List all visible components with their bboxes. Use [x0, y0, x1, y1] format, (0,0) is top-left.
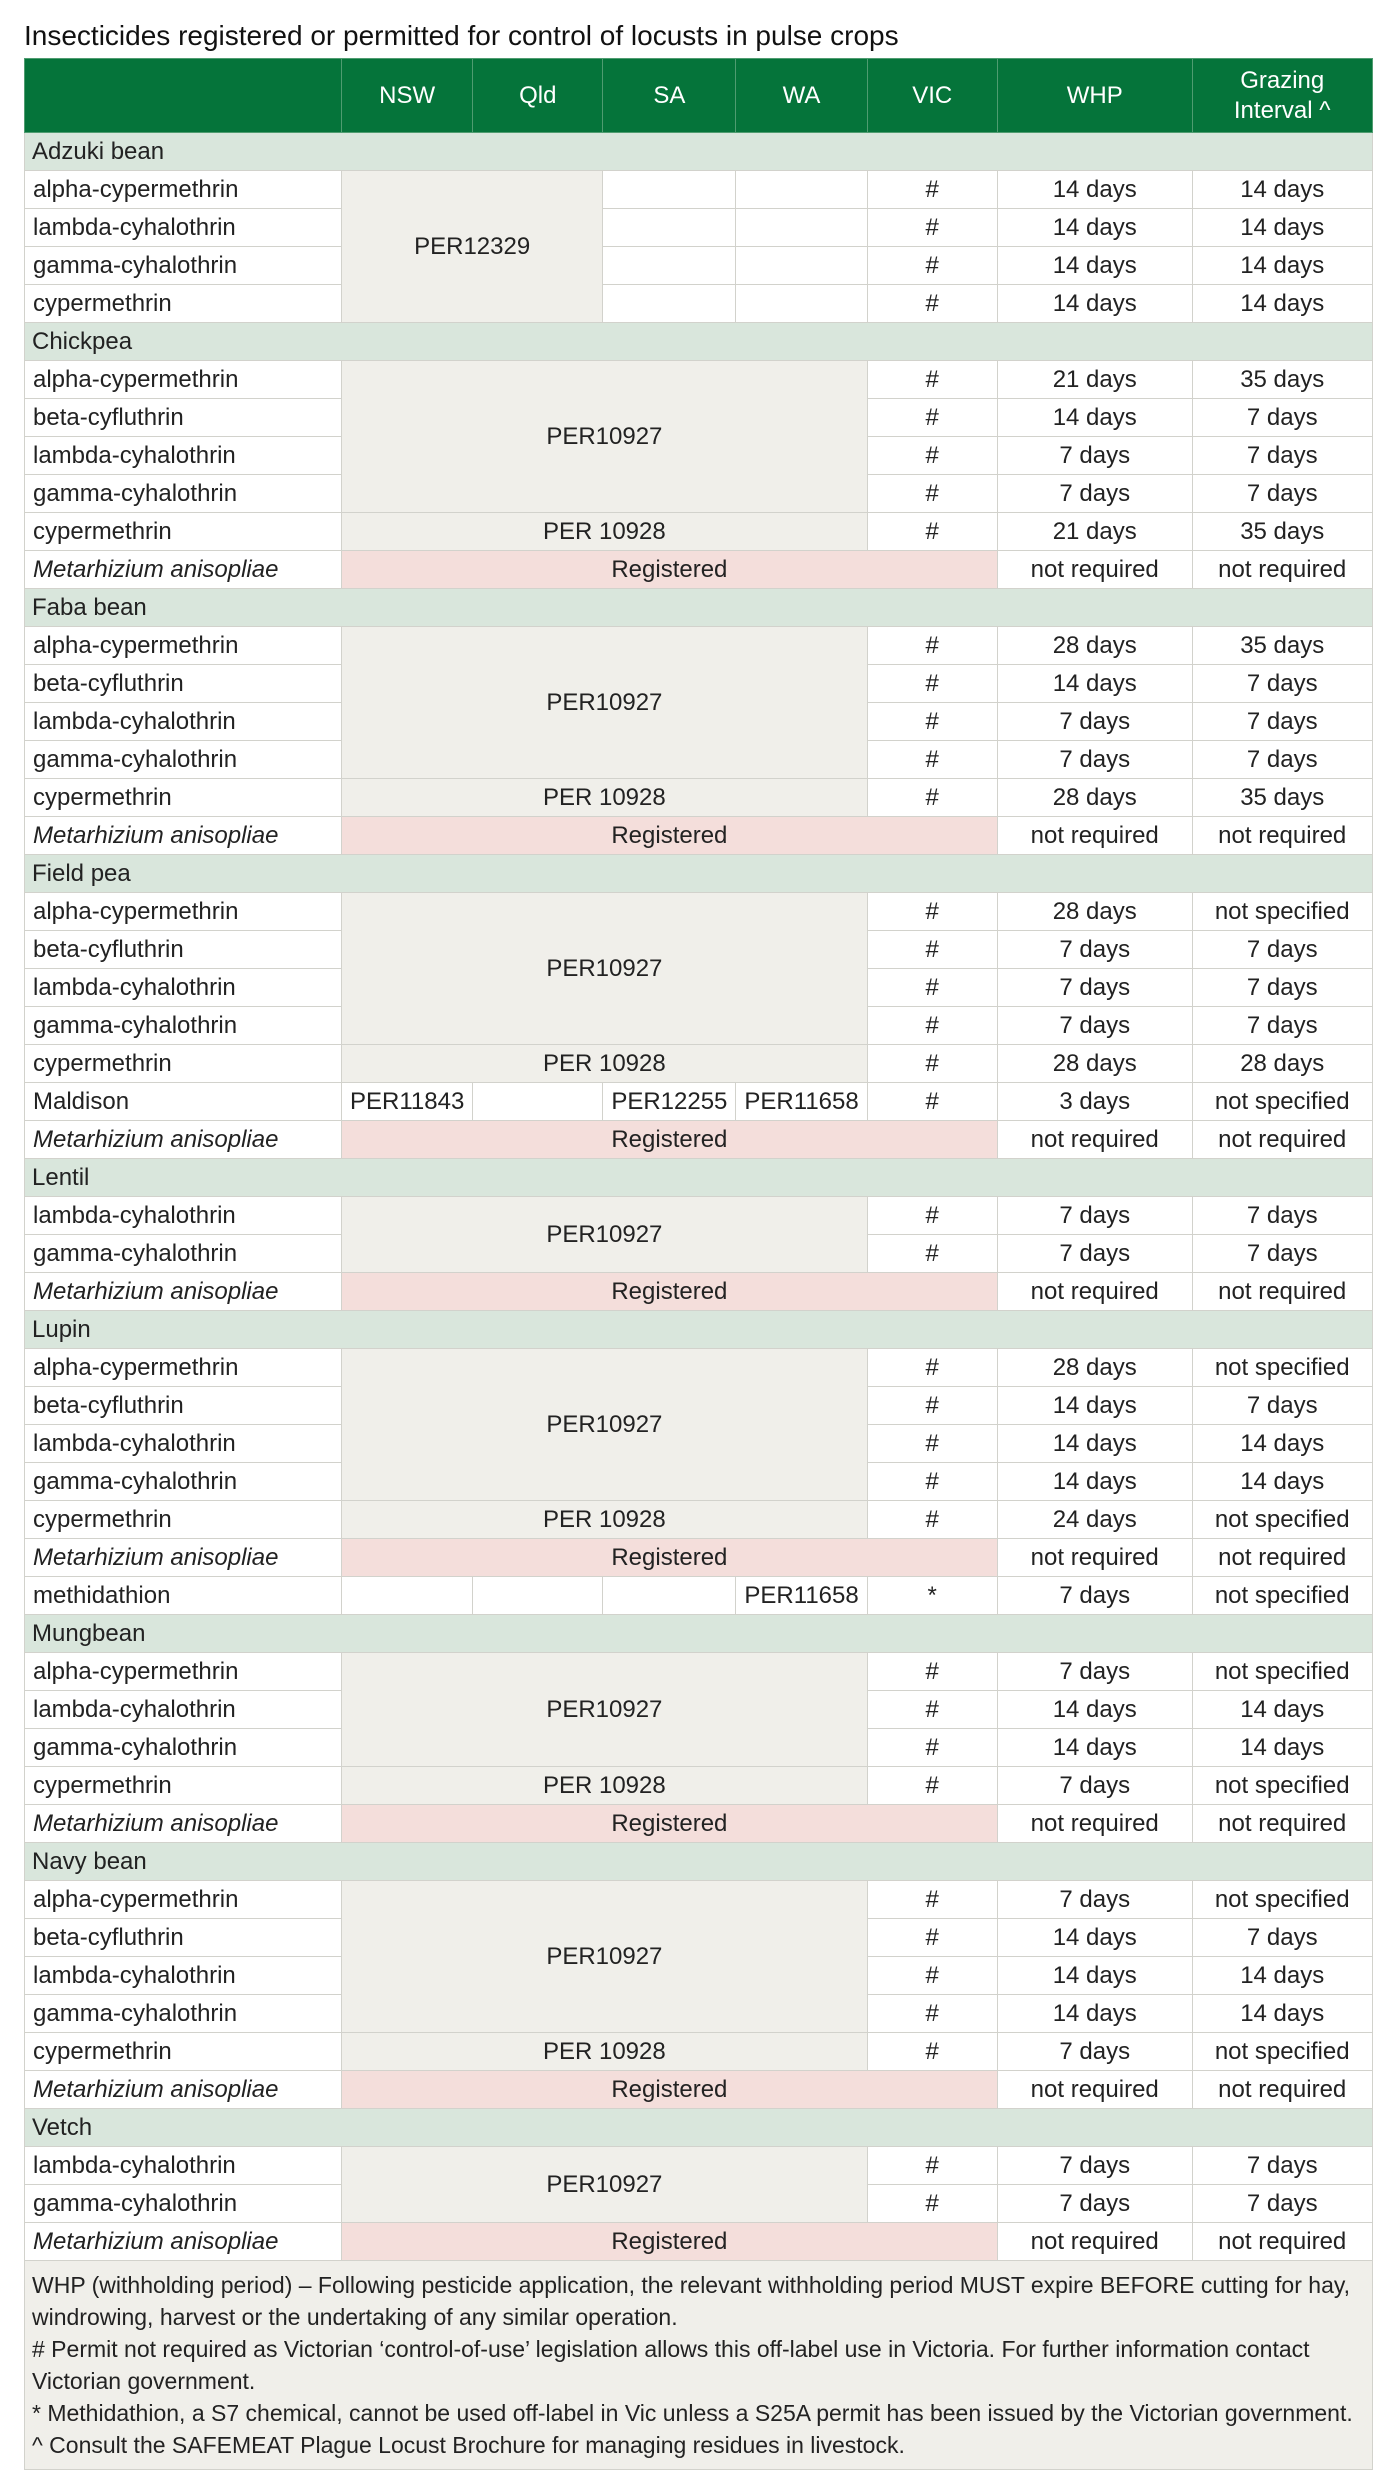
- whp-cell: 7 days: [997, 2185, 1192, 2223]
- vic-cell: #: [867, 665, 997, 703]
- crop-name: Lupin: [25, 1311, 1373, 1349]
- whp-cell: 7 days: [997, 1197, 1192, 1235]
- chemical-name: gamma-cyhalothrin: [25, 1729, 342, 1767]
- whp-cell: 7 days: [997, 1235, 1192, 1273]
- grazing-interval-cell: 7 days: [1192, 2147, 1372, 2185]
- chemical-name: beta-cyfluthrin: [25, 1387, 342, 1425]
- header-vic: VIC: [867, 59, 997, 133]
- grazing-interval-cell: not specified: [1192, 1083, 1372, 1121]
- chemical-name: cypermethrin: [25, 285, 342, 323]
- grazing-interval-cell: not specified: [1192, 1501, 1372, 1539]
- chemical-name: gamma-cyhalothrin: [25, 475, 342, 513]
- registered-cell: Registered: [342, 2223, 998, 2261]
- permit-cell: PER 10928: [342, 1045, 868, 1083]
- chemical-name: alpha-cypermethrin: [25, 893, 342, 931]
- sa-cell: [603, 171, 736, 209]
- whp-cell: 28 days: [997, 779, 1192, 817]
- whp-cell: not required: [997, 551, 1192, 589]
- grazing-interval-cell: 14 days: [1192, 247, 1372, 285]
- grazing-interval-cell: not specified: [1192, 1577, 1372, 1615]
- notes-cell: [25, 2261, 1373, 2470]
- crop-name: Navy bean: [25, 1843, 1373, 1881]
- table-row: [25, 1121, 1373, 1159]
- crop-name: Faba bean: [25, 589, 1373, 627]
- vic-cell: #: [867, 893, 997, 931]
- table-row: [25, 285, 1373, 323]
- whp-cell: 14 days: [997, 285, 1192, 323]
- grazing-interval-cell: 14 days: [1192, 171, 1372, 209]
- chemical-name: cypermethrin: [25, 779, 342, 817]
- grazing-interval-cell: 14 days: [1192, 285, 1372, 323]
- vic-cell: #: [867, 627, 997, 665]
- registered-cell: Registered: [342, 1805, 998, 1843]
- whp-cell: 14 days: [997, 1387, 1192, 1425]
- vic-cell: #: [867, 285, 997, 323]
- footnote: WHP (withholding period) – Following pesticide application, the relevant withholding period MUST expire BEFORE cutting for hay, windrowing, harvest or the undertaking of any similar operation.: [32, 2272, 1351, 2330]
- chemical-name: Metarhizium anisopliae: [25, 817, 342, 855]
- grazing-interval-cell: 14 days: [1192, 1995, 1372, 2033]
- grazing-interval-cell: 7 days: [1192, 665, 1372, 703]
- vic-cell: #: [867, 1653, 997, 1691]
- permit-cell: PER10927: [342, 1881, 868, 2033]
- whp-cell: 28 days: [997, 1045, 1192, 1083]
- whp-cell: 7 days: [997, 703, 1192, 741]
- whp-cell: 7 days: [997, 437, 1192, 475]
- vic-cell: #: [867, 247, 997, 285]
- vic-cell: #: [867, 437, 997, 475]
- whp-cell: 7 days: [997, 741, 1192, 779]
- crop-name: Chickpea: [25, 323, 1373, 361]
- whp-cell: not required: [997, 2071, 1192, 2109]
- permit-cell: PER10927: [342, 2147, 868, 2223]
- vic-cell: #: [867, 1767, 997, 1805]
- chemical-name: lambda-cyhalothrin: [25, 1425, 342, 1463]
- whp-cell: 14 days: [997, 171, 1192, 209]
- vic-cell: #: [867, 1501, 997, 1539]
- table-row: [25, 1045, 1373, 1083]
- whp-cell: 7 days: [997, 2033, 1192, 2071]
- grazing-interval-cell: 7 days: [1192, 2185, 1372, 2223]
- chemical-name: lambda-cyhalothrin: [25, 2147, 342, 2185]
- vic-cell: #: [867, 1235, 997, 1273]
- crop-name: Lentil: [25, 1159, 1373, 1197]
- header-blank: [25, 59, 342, 133]
- header-wa: WA: [736, 59, 867, 133]
- vic-cell: #: [867, 1007, 997, 1045]
- footnote: * Methidathion, a S7 chemical, cannot be used off-label in Vic unless a S25A permit has been issued by the Victorian government.: [32, 2400, 1353, 2426]
- whp-cell: not required: [997, 817, 1192, 855]
- whp-cell: not required: [997, 1805, 1192, 1843]
- whp-cell: 7 days: [997, 931, 1192, 969]
- whp-cell: 28 days: [997, 1349, 1192, 1387]
- table-row: [25, 779, 1373, 817]
- wa-cell: PER11658: [736, 1577, 867, 1615]
- table-row: [25, 1577, 1373, 1615]
- whp-cell: 7 days: [997, 1881, 1192, 1919]
- chemical-name: gamma-cyhalothrin: [25, 1995, 342, 2033]
- table-row: [25, 1767, 1373, 1805]
- registered-cell: Registered: [342, 1121, 998, 1159]
- vic-cell: #: [867, 1691, 997, 1729]
- chemical-name: Metarhizium anisopliae: [25, 2071, 342, 2109]
- registered-cell: Registered: [342, 2071, 998, 2109]
- chemical-name: lambda-cyhalothrin: [25, 969, 342, 1007]
- chemical-name: Maldison: [25, 1083, 342, 1121]
- chemical-name: gamma-cyhalothrin: [25, 1007, 342, 1045]
- whp-cell: 21 days: [997, 361, 1192, 399]
- chemical-name: lambda-cyhalothrin: [25, 1691, 342, 1729]
- vic-cell: #: [867, 171, 997, 209]
- vic-cell: *: [867, 1577, 997, 1615]
- wa-cell: PER11658: [736, 1083, 867, 1121]
- table-row: [25, 1539, 1373, 1577]
- permit-cell: PER 10928: [342, 1767, 868, 1805]
- vic-cell: #: [867, 703, 997, 741]
- footnote: # Permit not required as Victorian ‘control-of-use’ legislation allows this off-label use in Victoria. For further information contact Victorian government.: [32, 2336, 1310, 2394]
- chemical-name: beta-cyfluthrin: [25, 399, 342, 437]
- whp-cell: 14 days: [997, 1691, 1192, 1729]
- grazing-interval-cell: not required: [1192, 2071, 1372, 2109]
- grazing-interval-cell: not required: [1192, 2223, 1372, 2261]
- chemical-name: gamma-cyhalothrin: [25, 1463, 342, 1501]
- vic-cell: #: [867, 1045, 997, 1083]
- grazing-interval-cell: 14 days: [1192, 1463, 1372, 1501]
- chemical-name: alpha-cypermethrin: [25, 627, 342, 665]
- grazing-interval-cell: not specified: [1192, 1767, 1372, 1805]
- grazing-interval-cell: 7 days: [1192, 1235, 1372, 1273]
- table-row: [25, 247, 1373, 285]
- grazing-interval-cell: not specified: [1192, 1349, 1372, 1387]
- table-row: [25, 893, 1373, 931]
- table-row: [25, 551, 1373, 589]
- vic-cell: #: [867, 2147, 997, 2185]
- vic-cell: #: [867, 1995, 997, 2033]
- chemical-name: lambda-cyhalothrin: [25, 437, 342, 475]
- crop-header-row: [25, 1311, 1373, 1349]
- whp-cell: 14 days: [997, 1995, 1192, 2033]
- vic-cell: #: [867, 1387, 997, 1425]
- chemical-name: cypermethrin: [25, 1045, 342, 1083]
- vic-cell: #: [867, 209, 997, 247]
- wa-cell: [736, 285, 867, 323]
- whp-cell: 28 days: [997, 893, 1192, 931]
- grazing-interval-cell: 35 days: [1192, 627, 1372, 665]
- table-row: [25, 1805, 1373, 1843]
- table-row: [25, 1881, 1373, 1919]
- permit-cell: PER10927: [342, 627, 868, 779]
- permit-cell: PER10927: [342, 361, 868, 513]
- table-title: Insecticides registered or permitted for control of locusts in pulse crops: [24, 20, 899, 51]
- grazing-interval-cell: 7 days: [1192, 1197, 1372, 1235]
- grazing-interval-cell: not specified: [1192, 893, 1372, 931]
- chemical-name: alpha-cypermethrin: [25, 361, 342, 399]
- whp-cell: 14 days: [997, 665, 1192, 703]
- grazing-interval-cell: 35 days: [1192, 513, 1372, 551]
- whp-cell: 7 days: [997, 1767, 1192, 1805]
- vic-cell: #: [867, 513, 997, 551]
- grazing-interval-cell: 7 days: [1192, 1387, 1372, 1425]
- whp-cell: 14 days: [997, 1957, 1192, 1995]
- table-row: [25, 1273, 1373, 1311]
- chemical-name: cypermethrin: [25, 1767, 342, 1805]
- vic-cell: #: [867, 1957, 997, 1995]
- whp-cell: 21 days: [997, 513, 1192, 551]
- table-row: [25, 1083, 1373, 1121]
- grazing-interval-cell: 35 days: [1192, 361, 1372, 399]
- chemical-name: Metarhizium anisopliae: [25, 2223, 342, 2261]
- grazing-interval-cell: not required: [1192, 551, 1372, 589]
- table-row: [25, 2071, 1373, 2109]
- whp-cell: not required: [997, 1539, 1192, 1577]
- header-qld: Qld: [473, 59, 603, 133]
- grazing-interval-cell: 14 days: [1192, 1729, 1372, 1767]
- qld-cell: [473, 1577, 603, 1615]
- permit-cell: PER 10928: [342, 1501, 868, 1539]
- chemical-name: methidathion: [25, 1577, 342, 1615]
- vic-cell: #: [867, 931, 997, 969]
- permit-cell: PER10927: [342, 1197, 868, 1273]
- crop-name: Adzuki bean: [25, 133, 1373, 171]
- vic-cell: #: [867, 361, 997, 399]
- chemical-name: beta-cyfluthrin: [25, 931, 342, 969]
- chemical-name: alpha-cypermethrin: [25, 1349, 342, 1387]
- whp-cell: 14 days: [997, 1425, 1192, 1463]
- vic-cell: #: [867, 2033, 997, 2071]
- whp-cell: 24 days: [997, 1501, 1192, 1539]
- chemical-name: Metarhizium anisopliae: [25, 1273, 342, 1311]
- whp-cell: 7 days: [997, 2147, 1192, 2185]
- crop-header-row: [25, 2109, 1373, 2147]
- wa-cell: [736, 247, 867, 285]
- chemical-name: cypermethrin: [25, 2033, 342, 2071]
- chemical-name: lambda-cyhalothrin: [25, 703, 342, 741]
- chemical-name: beta-cyfluthrin: [25, 1919, 342, 1957]
- chemical-name: alpha-cypermethrin: [25, 1881, 342, 1919]
- wa-cell: [736, 209, 867, 247]
- vic-cell: #: [867, 741, 997, 779]
- permit-cell: PER10927: [342, 1349, 868, 1501]
- grazing-interval-cell: 7 days: [1192, 741, 1372, 779]
- permit-cell: PER10927: [342, 1653, 868, 1767]
- registered-cell: Registered: [342, 551, 998, 589]
- registered-cell: Registered: [342, 1273, 998, 1311]
- chemical-name: cypermethrin: [25, 1501, 342, 1539]
- chemical-name: Metarhizium anisopliae: [25, 1121, 342, 1159]
- grazing-interval-cell: 7 days: [1192, 969, 1372, 1007]
- vic-cell: #: [867, 2185, 997, 2223]
- chemical-name: cypermethrin: [25, 513, 342, 551]
- grazing-interval-cell: 28 days: [1192, 1045, 1372, 1083]
- grazing-interval-cell: 14 days: [1192, 209, 1372, 247]
- wa-cell: [736, 171, 867, 209]
- chemical-name: gamma-cyhalothrin: [25, 2185, 342, 2223]
- vic-cell: #: [867, 1425, 997, 1463]
- crop-header-row: [25, 855, 1373, 893]
- grazing-interval-cell: not required: [1192, 1121, 1372, 1159]
- permit-cell: PER10927: [342, 893, 868, 1045]
- chemical-name: alpha-cypermethrin: [25, 1653, 342, 1691]
- chemical-name: lambda-cyhalothrin: [25, 209, 342, 247]
- vic-cell: #: [867, 779, 997, 817]
- grazing-interval-cell: 7 days: [1192, 703, 1372, 741]
- qld-cell: [473, 1083, 603, 1121]
- nsw-cell: [342, 1577, 473, 1615]
- crop-name: Vetch: [25, 2109, 1373, 2147]
- vic-cell: #: [867, 1083, 997, 1121]
- sa-cell: [603, 247, 736, 285]
- whp-cell: not required: [997, 1273, 1192, 1311]
- header-whp: WHP: [997, 59, 1192, 133]
- table-row: [25, 2223, 1373, 2261]
- vic-cell: #: [867, 1729, 997, 1767]
- crop-name: Field pea: [25, 855, 1373, 893]
- grazing-interval-cell: 7 days: [1192, 1007, 1372, 1045]
- whp-cell: 7 days: [997, 969, 1192, 1007]
- permit-cell: PER 10928: [342, 779, 868, 817]
- sa-cell: PER12255: [603, 1083, 736, 1121]
- header-grazing-interval: Grazing Interval ^: [1192, 59, 1372, 133]
- grazing-interval-cell: 14 days: [1192, 1957, 1372, 1995]
- chemical-name: gamma-cyhalothrin: [25, 741, 342, 779]
- table-row: [25, 361, 1373, 399]
- grazing-interval-cell: 14 days: [1192, 1691, 1372, 1729]
- grazing-interval-cell: not specified: [1192, 1653, 1372, 1691]
- vic-cell: #: [867, 475, 997, 513]
- registered-cell: Registered: [342, 817, 998, 855]
- vic-cell: #: [867, 399, 997, 437]
- vic-cell: #: [867, 969, 997, 1007]
- chemical-name: Metarhizium anisopliae: [25, 1805, 342, 1843]
- table-row: [25, 171, 1373, 209]
- sa-cell: [603, 285, 736, 323]
- registered-cell: Registered: [342, 1539, 998, 1577]
- permit-cell: PER 10928: [342, 2033, 868, 2071]
- grazing-interval-cell: not required: [1192, 1805, 1372, 1843]
- whp-cell: 7 days: [997, 475, 1192, 513]
- whp-cell: 7 days: [997, 1653, 1192, 1691]
- grazing-interval-cell: not specified: [1192, 2033, 1372, 2071]
- insecticides-table: [24, 58, 1373, 2470]
- table-row: [25, 1501, 1373, 1539]
- crop-header-row: [25, 133, 1373, 171]
- chemical-name: lambda-cyhalothrin: [25, 1197, 342, 1235]
- grazing-interval-cell: not required: [1192, 1273, 1372, 1311]
- header-row: [25, 59, 1373, 133]
- grazing-interval-cell: 7 days: [1192, 1919, 1372, 1957]
- chemical-name: beta-cyfluthrin: [25, 665, 342, 703]
- table-row: [25, 1653, 1373, 1691]
- chemical-name: gamma-cyhalothrin: [25, 1235, 342, 1273]
- vic-cell: #: [867, 1197, 997, 1235]
- grazing-interval-cell: 14 days: [1192, 1425, 1372, 1463]
- crop-header-row: [25, 1159, 1373, 1197]
- grazing-interval-cell: 7 days: [1192, 475, 1372, 513]
- chemical-name: gamma-cyhalothrin: [25, 247, 342, 285]
- whp-cell: not required: [997, 1121, 1192, 1159]
- vic-cell: #: [867, 1349, 997, 1387]
- crop-header-row: [25, 1843, 1373, 1881]
- whp-cell: 3 days: [997, 1083, 1192, 1121]
- chemical-name: Metarhizium anisopliae: [25, 1539, 342, 1577]
- crop-header-row: [25, 589, 1373, 627]
- vic-cell: #: [867, 1463, 997, 1501]
- header-nsw: NSW: [342, 59, 473, 133]
- chemical-name: lambda-cyhalothrin: [25, 1957, 342, 1995]
- vic-cell: #: [867, 1919, 997, 1957]
- whp-cell: 7 days: [997, 1007, 1192, 1045]
- whp-cell: 14 days: [997, 209, 1192, 247]
- notes-row: [25, 2261, 1373, 2470]
- crop-header-row: [25, 1615, 1373, 1653]
- table-row: [25, 627, 1373, 665]
- table-row: [25, 817, 1373, 855]
- sa-cell: [603, 209, 736, 247]
- chemical-name: alpha-cypermethrin: [25, 171, 342, 209]
- chemical-name: Metarhizium anisopliae: [25, 551, 342, 589]
- grazing-interval-cell: 7 days: [1192, 437, 1372, 475]
- header-sa: SA: [603, 59, 736, 133]
- table-row: [25, 1197, 1373, 1235]
- vic-cell: #: [867, 1881, 997, 1919]
- grazing-interval-cell: not required: [1192, 817, 1372, 855]
- crop-header-row: [25, 323, 1373, 361]
- grazing-interval-cell: not specified: [1192, 1881, 1372, 1919]
- permit-cell: PER 10928: [342, 513, 868, 551]
- table-row: [25, 1349, 1373, 1387]
- permit-cell: PER12329: [342, 171, 603, 323]
- grazing-interval-cell: 7 days: [1192, 931, 1372, 969]
- table-row: [25, 2147, 1373, 2185]
- whp-cell: 14 days: [997, 247, 1192, 285]
- whp-cell: 14 days: [997, 1463, 1192, 1501]
- whp-cell: 14 days: [997, 1729, 1192, 1767]
- nsw-cell: PER11843: [342, 1083, 473, 1121]
- whp-cell: 7 days: [997, 1577, 1192, 1615]
- whp-cell: 28 days: [997, 627, 1192, 665]
- grazing-interval-cell: not required: [1192, 1539, 1372, 1577]
- grazing-interval-cell: 7 days: [1192, 399, 1372, 437]
- table-row: [25, 209, 1373, 247]
- table-row: [25, 513, 1373, 551]
- whp-cell: 14 days: [997, 1919, 1192, 1957]
- grazing-interval-cell: 35 days: [1192, 779, 1372, 817]
- table-row: [25, 2033, 1373, 2071]
- crop-name: Mungbean: [25, 1615, 1373, 1653]
- whp-cell: 14 days: [997, 399, 1192, 437]
- whp-cell: not required: [997, 2223, 1192, 2261]
- sa-cell: [603, 1577, 736, 1615]
- footnote: ^ Consult the SAFEMEAT Plague Locust Brochure for managing residues in livestock.: [32, 2432, 905, 2458]
